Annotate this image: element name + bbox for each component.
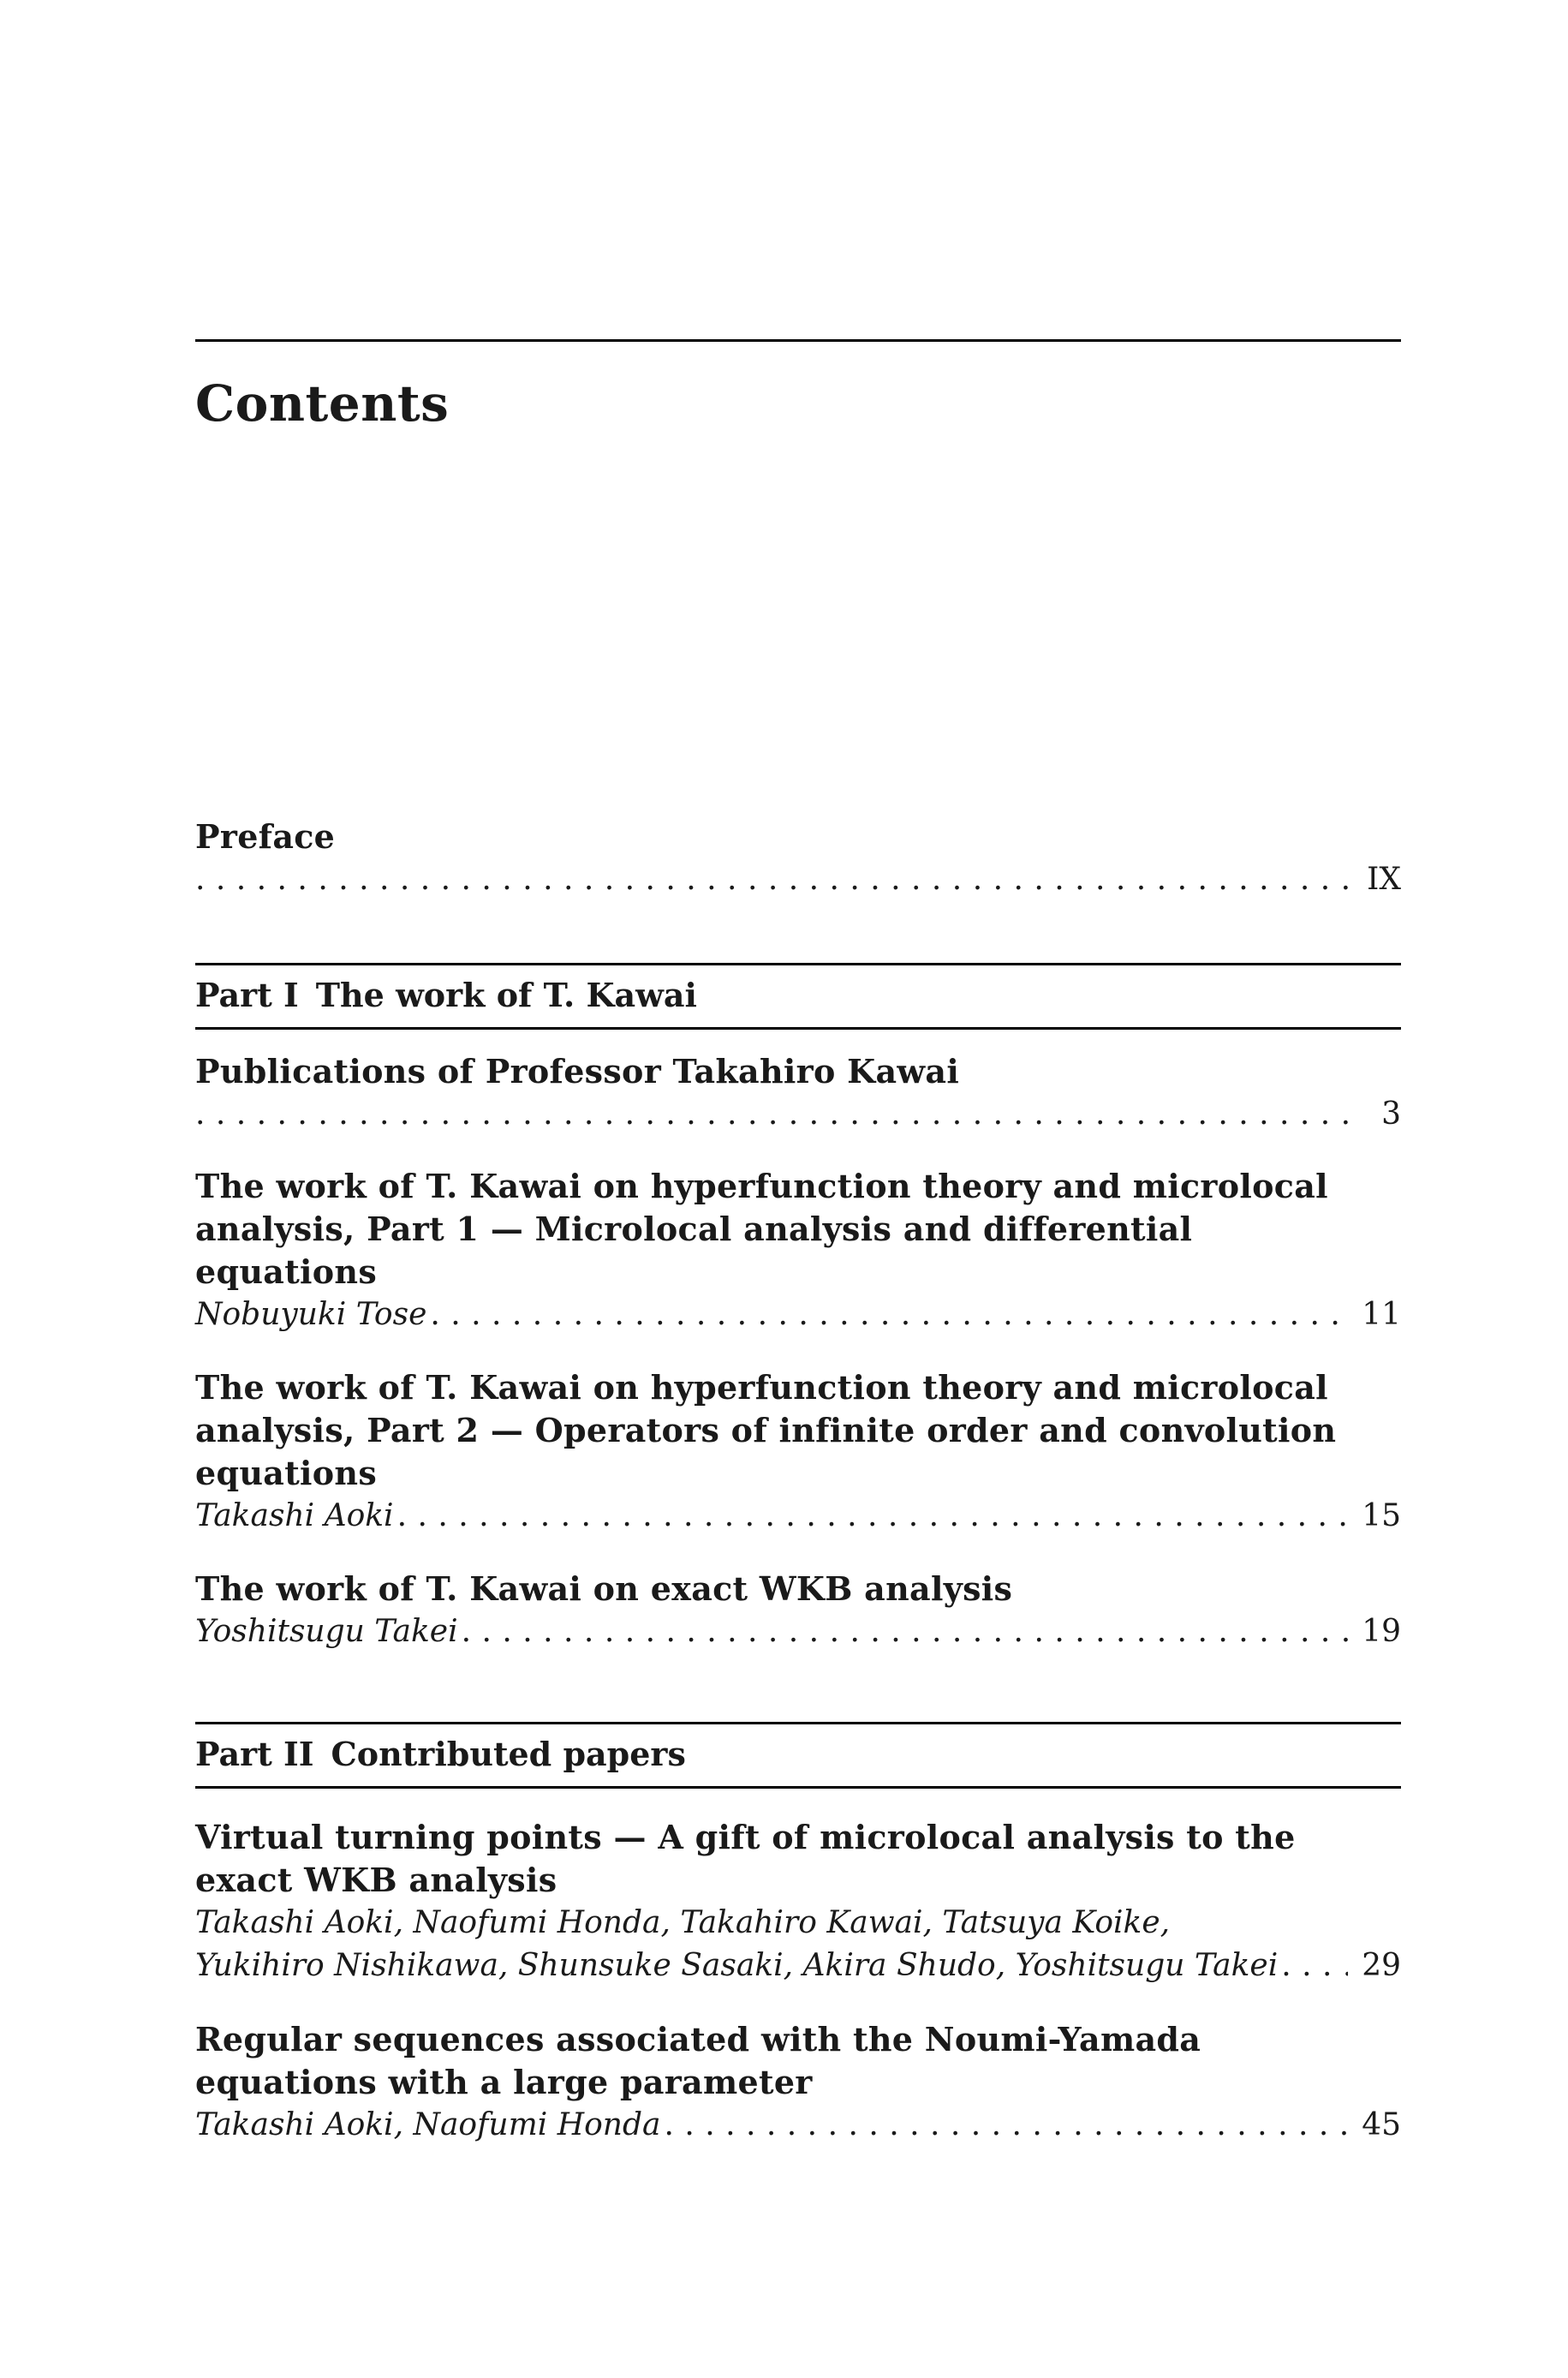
entry-authors: Takashi Aoki bbox=[195, 1498, 394, 1533]
toc-entry-preface[interactable] bbox=[195, 816, 1401, 901]
dot-leader bbox=[195, 1093, 1353, 1136]
part-rule-bottom bbox=[195, 1027, 1401, 1030]
page-title: Contents bbox=[195, 374, 450, 433]
entry-authors-line: Takashi Aoki, Naofumi Honda, Takahiro Kawai, Tatsuya Koike, bbox=[195, 1905, 1171, 1940]
entry-leader-line bbox=[195, 858, 1401, 901]
entry-title-line: equations bbox=[195, 1454, 378, 1492]
page-number: 15 bbox=[1362, 1498, 1401, 1533]
top-rule bbox=[195, 339, 1401, 342]
entry-title-line: equations bbox=[195, 1252, 378, 1291]
dot-leader bbox=[195, 858, 1353, 901]
entry-title: The work of T. Kawai on exact WKB analysis bbox=[195, 1569, 1013, 1608]
part-number: Part I bbox=[195, 976, 299, 1014]
entry-authors: Nobuyuki Tose bbox=[195, 1297, 427, 1332]
part-title: Contributed papers bbox=[331, 1735, 686, 1773]
toc-entry[interactable] bbox=[195, 1165, 1401, 1336]
dot-leader bbox=[430, 1294, 1348, 1336]
entry-title: Publications of Professor Takahiro Kawai bbox=[195, 1052, 960, 1090]
part-title: The work of T. Kawai bbox=[315, 976, 697, 1014]
entry-authors: Yukihiro Nishikawa, Shunsuke Sasaki, Akira Shudo, Yoshitsugu Takei bbox=[195, 1948, 1279, 1983]
entry-leader-line bbox=[195, 1093, 1401, 1136]
entry-title-line: exact WKB analysis bbox=[195, 1861, 557, 1899]
entry-title: Preface bbox=[195, 817, 336, 856]
entry-title-line: The work of T. Kawai on hyperfunction theory and microlocal bbox=[195, 1368, 1328, 1407]
part-heading-1 bbox=[195, 963, 1401, 1030]
page-number: 3 bbox=[1381, 1096, 1401, 1132]
entry-authors: Yoshitsugu Takei bbox=[195, 1614, 458, 1649]
dot-leader bbox=[664, 2104, 1348, 2147]
entry-title-line: The work of T. Kawai on hyperfunction theory and microlocal bbox=[195, 1167, 1328, 1205]
entry-author-line bbox=[195, 1945, 1401, 1987]
entry-author-line bbox=[195, 1610, 1401, 1653]
part-number: Part II bbox=[195, 1735, 314, 1773]
page-number: 19 bbox=[1362, 1614, 1401, 1649]
page-number: 29 bbox=[1362, 1948, 1401, 1983]
contents-page bbox=[195, 0, 1401, 2378]
entry-author-line bbox=[195, 2104, 1401, 2147]
toc-entry[interactable] bbox=[195, 1050, 1401, 1136]
entry-author-line bbox=[195, 1495, 1401, 1538]
dot-leader bbox=[397, 1495, 1349, 1538]
dot-leader bbox=[1281, 1945, 1348, 1987]
page-number: 45 bbox=[1362, 2107, 1401, 2142]
part-rule-bottom bbox=[195, 1786, 1401, 1789]
entry-title-line: Virtual turning points — A gift of microlocal analysis to the bbox=[195, 1818, 1296, 1856]
entry-title-line: analysis, Part 1 — Microlocal analysis and differential bbox=[195, 1210, 1193, 1248]
page-number: IX bbox=[1367, 862, 1401, 897]
toc-entry[interactable] bbox=[195, 1816, 1401, 1987]
toc-entry[interactable] bbox=[195, 1568, 1401, 1653]
page-number: 11 bbox=[1362, 1297, 1401, 1332]
toc-entry[interactable] bbox=[195, 1366, 1401, 1538]
entry-author-line bbox=[195, 1294, 1401, 1336]
entry-title-line: equations with a large parameter bbox=[195, 2063, 813, 2101]
dot-leader bbox=[462, 1610, 1349, 1653]
entry-title-line: analysis, Part 2 — Operators of infinite order and convolution bbox=[195, 1411, 1337, 1449]
entry-title-line: Regular sequences associated with the Noumi-Yamada bbox=[195, 2020, 1201, 2058]
toc-entry[interactable] bbox=[195, 2018, 1401, 2147]
entry-authors: Takashi Aoki, Naofumi Honda bbox=[195, 2107, 661, 2142]
part-heading-2 bbox=[195, 1722, 1401, 1789]
